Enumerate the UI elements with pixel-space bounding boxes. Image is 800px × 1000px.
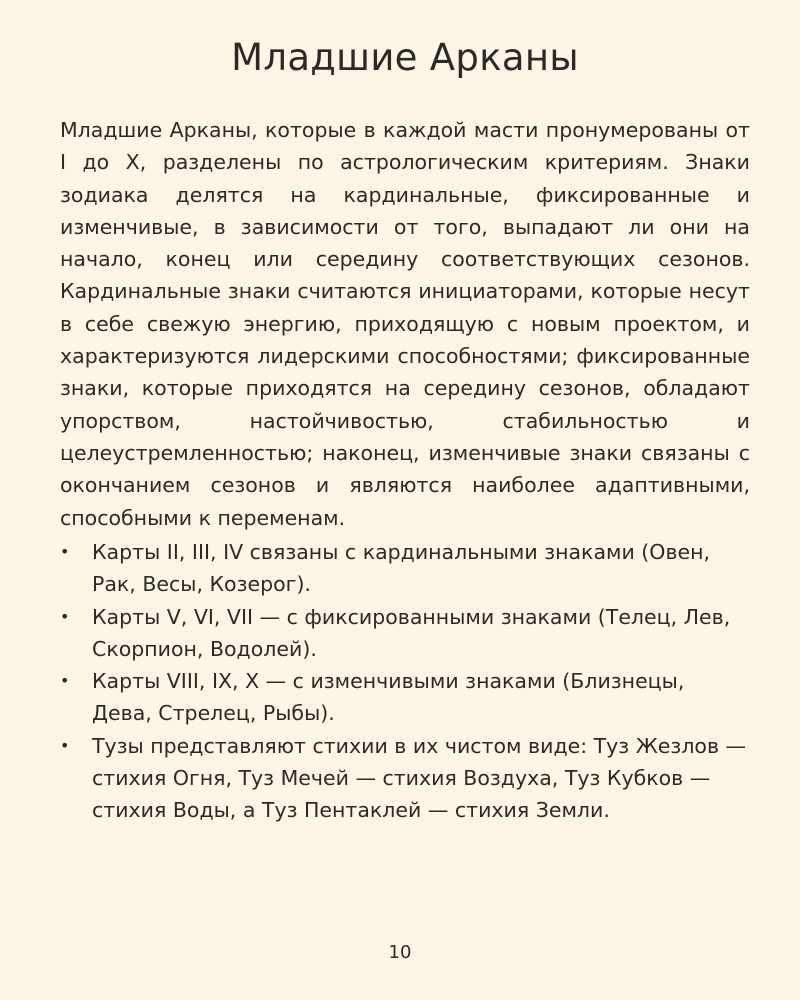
bullet-marker: • bbox=[60, 542, 70, 561]
book-page bbox=[60, 0, 750, 1000]
bullet-item bbox=[60, 665, 750, 730]
bullet-marker: • bbox=[60, 671, 70, 691]
bullet-list bbox=[60, 536, 750, 827]
bullet-text: Карты II, III, IV связаны с кардинальными знаками (Овен, Рак, Весы, Козерог). bbox=[92, 540, 711, 597]
page-number: 10 bbox=[388, 942, 412, 963]
bullet-item bbox=[60, 601, 750, 666]
body-paragraph: Младшие Арканы, которые в каждой масти пронумерованы от I до X, разделены по астрологическим критериям. Знаки зодиака делятся на кардинальные, фиксированные и изменчивые, в зависимости от того, выпадают ли они на начало, конец или середину соответствующих сезонов. Кардинальные знаки считаются инициаторами, которые несут в себе свежую энергию, приходящую с новым проектом, и характеризуются лидерскими способностями; фиксированные знаки, которые приходятся на середину сезонов, обладают упорством, настойчивостью, стабильностью и целеустремленностью; наконец, изменчивые знаки связаны с окончанием сезонов и являются наиболее адаптивными, способными к переменам. bbox=[60, 118, 750, 530]
bullet-text: Карты V, VI, VII — с фиксированными знаками (Телец, Лев, Скорпион, Водолей). bbox=[92, 604, 731, 661]
bullet-text: Карты VIII, IX, X — с изменчивыми знаками (Близнецы, Дева, Стрелец, Рыбы). bbox=[92, 669, 685, 726]
page-title: Младшие Арканы bbox=[231, 36, 579, 79]
bullet-marker: • bbox=[60, 735, 70, 755]
bullet-item bbox=[60, 730, 750, 827]
bullet-marker: • bbox=[60, 606, 70, 626]
bullet-item bbox=[60, 536, 750, 601]
bullet-text: Тузы представляют стихии в их чистом виде: Туз Жезлов — стихия Огня, Туз Мечей — стихия Воздуха, Туз Кубков — стихия Воды, а Туз Пентаклей — стихия Земли. bbox=[92, 733, 747, 823]
